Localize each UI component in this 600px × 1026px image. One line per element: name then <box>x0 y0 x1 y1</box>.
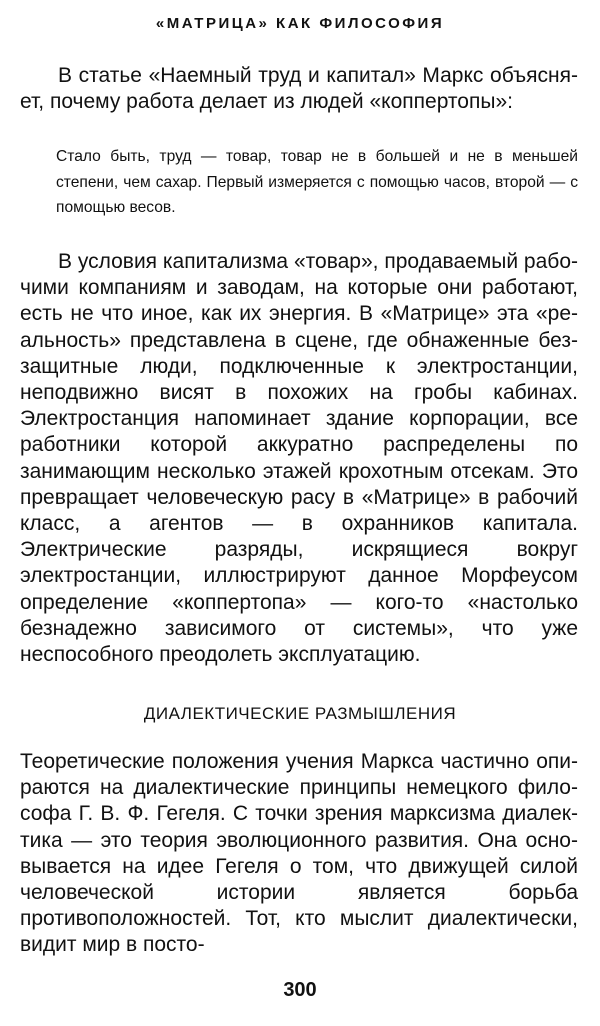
running-head: «МАТРИЦА» КАК ФИЛОСОФИЯ <box>155 15 445 32</box>
block-quote: Стало быть, труд — товар, товар не в большей и не в меньшей степени, чем сахар. Первый измеряется с помощью часов, второй — с помощью весов. <box>56 148 578 216</box>
page-number: 300 <box>283 979 317 1001</box>
paragraph-intro: В статье «Наемный труд и капитал» Маркс объясняет, почему работа делает из людей «коппертопы»: <box>20 64 578 114</box>
section-heading: ДИАЛЕКТИЧЕСКИЕ РАЗМЫШЛЕНИЯ <box>143 704 457 723</box>
paragraph-capitalism: В условия капитализма «товар», продаваемый рабочими компаниям и заводам, на которые они работают, есть не что иное, как их энергия. В «Матрице» эта «реальность» представлена в сцене, где обнаженные беззащитные люди, подключенные к электростанции, неподвижно висят в похожих на гробы кабинах. Электростанция напоминает здание корпорации, все работники которой аккуратно распределены по занимающим несколько этажей крохотным отсекам. Это превращает человеческую расу в «Матрице» в рабочий класс, а агентов — в охранников капитала. Электрические разряды, искрящиеся вокруг электростанции, иллюстрируют данное Морфеусом определение «коппертопа» — кого-то «настолько безнадежно зависимого от системы», что уже неспособного преодолеть эксплуатацию. <box>20 250 578 667</box>
paragraph-dialectic: Теоретические положения учения Маркса частично опираются на диалектические принципы немецкого философа Г. В. Ф. Гегеля. С точки зрения марксизма диалектика — это теория эволюционного развития. Она основывается на идее Гегеля о том, что движущей силой человеческой истории является борьба противоположностей. Тот, кто мыслит диалектически, видит мир в посто- <box>20 750 578 957</box>
